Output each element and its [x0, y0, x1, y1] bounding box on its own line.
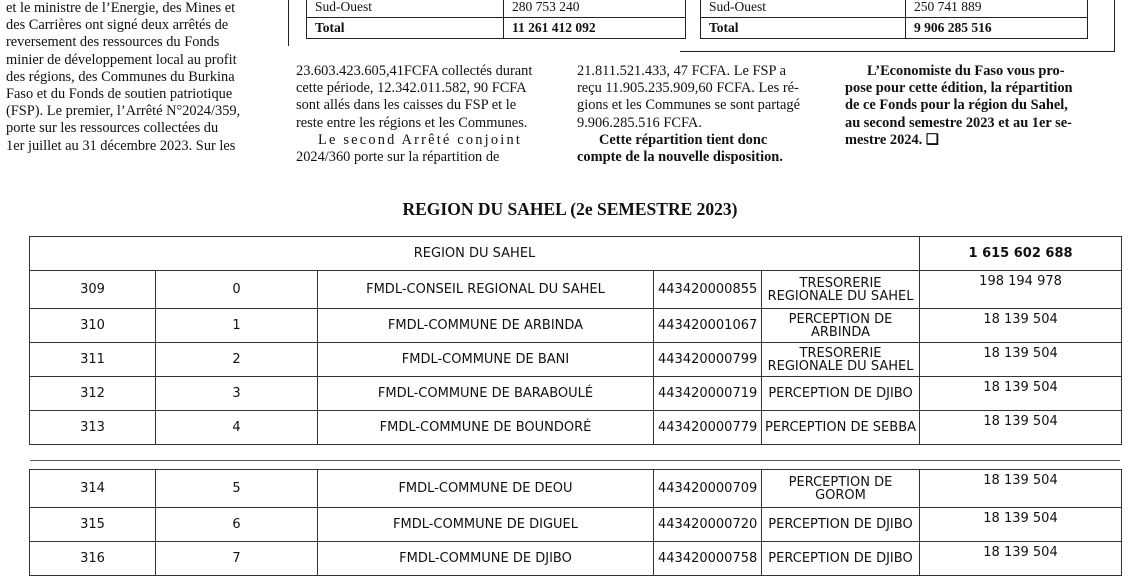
- table-row: [30, 309, 1122, 343]
- table-header-row: [30, 237, 1122, 271]
- row-number: 313: [30, 411, 156, 445]
- amount: 18 139 504: [920, 343, 1122, 377]
- text-line: minier de développement local au profit: [6, 51, 237, 68]
- table-row: [30, 508, 1122, 542]
- row-index: 5: [156, 470, 318, 508]
- beneficiary-name: FMDL-COMMUNE DE DIGUEL: [318, 508, 654, 542]
- table-row: [701, 18, 1088, 39]
- text-line: (FSP). Le premier, l’Arrêté N°2024/359,: [6, 103, 241, 120]
- account-number: 443420000719: [654, 377, 762, 411]
- row-number: 309: [30, 271, 156, 309]
- region-value: 280 753 240: [504, 0, 686, 18]
- table-row: [30, 343, 1122, 377]
- text-line: 9.906.285.516 FCFA.: [577, 114, 702, 131]
- total-value: 9 906 285 516: [906, 18, 1088, 39]
- account-number: 443420000709: [654, 470, 762, 508]
- table-row: [30, 542, 1122, 576]
- text-line: sont allés dans les caisses du FSP et le: [296, 97, 517, 114]
- account-number: 443420000720: [654, 508, 762, 542]
- paying-office: [762, 377, 920, 411]
- text-line: Le second Arrêté conjoint: [318, 131, 523, 148]
- paying-office-line: PERCEPTION DE: [788, 474, 893, 490]
- row-index: 7: [156, 542, 318, 576]
- text-line: des régions, des Communes du Burkina: [6, 68, 235, 85]
- row-number: 314: [30, 470, 156, 508]
- article-column-2: [296, 63, 564, 166]
- table-row: [30, 377, 1122, 411]
- table-row: [30, 470, 1122, 508]
- text-line: reste entre les régions et les Communes.: [296, 114, 528, 131]
- beneficiary-name: FMDL-COMMUNE DE BOUNDORÉ: [318, 411, 654, 445]
- paying-office: [762, 508, 920, 542]
- account-number: 443420000758: [654, 542, 762, 576]
- paying-office-line: ARBINDA: [810, 324, 871, 340]
- frame-right-border: [1114, 0, 1115, 52]
- account-number: 443420001067: [654, 309, 762, 343]
- section-title: REGION DU SAHEL (2e SEMESTRE 2023): [402, 199, 738, 219]
- divider: [30, 460, 1120, 461]
- account-number: 443420000799: [654, 343, 762, 377]
- table-row: [701, 0, 1088, 18]
- text-line: au second semestre 2023 et au 1er se-: [845, 114, 1072, 131]
- beneficiary-name: FMDL-COMMUNE DE ARBINDA: [318, 309, 654, 343]
- summary-table-left: [306, 0, 686, 39]
- total-value: 11 261 412 092: [504, 18, 686, 39]
- amount: 18 139 504: [920, 411, 1122, 445]
- region-label: Sud-Ouest: [701, 0, 906, 18]
- row-index: 1: [156, 309, 318, 343]
- account-number: 443420000779: [654, 411, 762, 445]
- paying-office: [762, 343, 920, 377]
- table-row: [307, 18, 686, 39]
- text-line: compte de la nouvelle disposition.: [577, 149, 783, 166]
- paying-office: [762, 309, 920, 343]
- beneficiary-name: FMDL-COMMUNE DE BARABOULÉ: [318, 377, 654, 411]
- amount: 18 139 504: [920, 508, 1122, 542]
- text-line: porte sur les ressources collectées du: [6, 120, 219, 137]
- region-value: 250 741 889: [906, 0, 1088, 18]
- paying-office-line: REGIONALE DU SAHEL: [767, 288, 914, 304]
- article-column-1: [6, 0, 282, 155]
- text-line: de ce Fonds pour la région du Sahel,: [845, 97, 1068, 114]
- text-line: Faso et du Fonds de soutien patriotique: [6, 86, 233, 103]
- text-line: cette période, 12.342.011.582, 90 FCFA: [296, 80, 527, 97]
- paying-office-line: PERCEPTION DE DJIBO: [768, 386, 913, 401]
- text-line: 2024/360 porte sur la répartition de: [296, 149, 500, 166]
- row-index: 3: [156, 377, 318, 411]
- total-label: Total: [307, 18, 504, 39]
- paying-office-line: PERCEPTION DE DJIBO: [768, 551, 913, 566]
- row-number: 316: [30, 542, 156, 576]
- amount: 18 139 504: [920, 470, 1122, 508]
- beneficiary-name: FMDL-CONSEIL REGIONAL DU SAHEL: [318, 271, 654, 309]
- paying-office-line: PERCEPTION DE: [788, 311, 893, 327]
- paying-office-line: TRESORERIE: [799, 345, 882, 361]
- paying-office-line: PERCEPTION DE DJIBO: [768, 517, 913, 532]
- article-column-4: [845, 63, 1110, 149]
- paying-office: [762, 271, 920, 309]
- row-index: 4: [156, 411, 318, 445]
- paying-office: [762, 470, 920, 508]
- region-table-title: REGION DU SAHEL: [30, 237, 920, 271]
- frame-bottom-border: [680, 51, 1115, 52]
- beneficiary-name: FMDL-COMMUNE DE BANI: [318, 343, 654, 377]
- table-row: [30, 271, 1122, 309]
- text-line: reçu 11.905.235.909,60 FCFA. Les ré-: [577, 80, 799, 97]
- text-line: gions et les Communes se sont partagé: [577, 97, 801, 114]
- text-line: et le ministre de l’Energie, des Mines et: [6, 0, 236, 16]
- text-line: Cette répartition tient donc: [599, 131, 768, 148]
- row-index: 0: [156, 271, 318, 309]
- account-number: 443420000855: [654, 271, 762, 309]
- row-number: 310: [30, 309, 156, 343]
- beneficiary-name: FMDL-COMMUNE DE DEOU: [318, 470, 654, 508]
- region-table-continued: [29, 469, 1122, 576]
- region-label: Sud-Ouest: [307, 0, 504, 18]
- row-number: 312: [30, 377, 156, 411]
- row-index: 6: [156, 508, 318, 542]
- row-index: 2: [156, 343, 318, 377]
- paying-office: [762, 411, 920, 445]
- amount: 18 139 504: [920, 309, 1122, 343]
- text-line: pose pour cette édition, la répartition: [845, 80, 1073, 97]
- row-number: 315: [30, 508, 156, 542]
- amount: 198 194 978: [920, 271, 1122, 309]
- text-line: mestre 2024. ❑: [845, 131, 939, 148]
- text-line: 1er juillet au 31 décembre 2023. Sur les: [6, 137, 236, 154]
- beneficiary-name: FMDL-COMMUNE DE DJIBO: [318, 542, 654, 576]
- paying-office-line: PERCEPTION DE SEBBA: [765, 420, 917, 435]
- frame-left-border: [288, 0, 289, 46]
- region-table: [29, 236, 1122, 445]
- amount: 18 139 504: [920, 542, 1122, 576]
- article-column-3: [577, 63, 829, 166]
- summary-table-right: [700, 0, 1088, 39]
- table-row: [30, 411, 1122, 445]
- region-table-total: 1 615 602 688: [920, 237, 1122, 271]
- text-line: 21.811.521.433, 47 FCFA. Le FSP a: [577, 63, 786, 79]
- paying-office-line: REGIONALE DU SAHEL: [767, 358, 914, 374]
- text-line: 23.603.423.605,41FCFA collectés durant: [296, 63, 533, 79]
- text-line: L’Economiste du Faso vous pro-: [867, 63, 1065, 79]
- text-line: reversement des ressources du Fonds: [6, 34, 220, 51]
- amount: 18 139 504: [920, 377, 1122, 411]
- text-line: des Carrières ont signé deux arrêtés de: [6, 17, 229, 34]
- paying-office: [762, 542, 920, 576]
- row-number: 311: [30, 343, 156, 377]
- table-row: [307, 0, 686, 18]
- paying-office-line: GOROM: [815, 487, 866, 503]
- paying-office-line: TRESORERIE: [799, 275, 882, 291]
- total-label: Total: [701, 18, 906, 39]
